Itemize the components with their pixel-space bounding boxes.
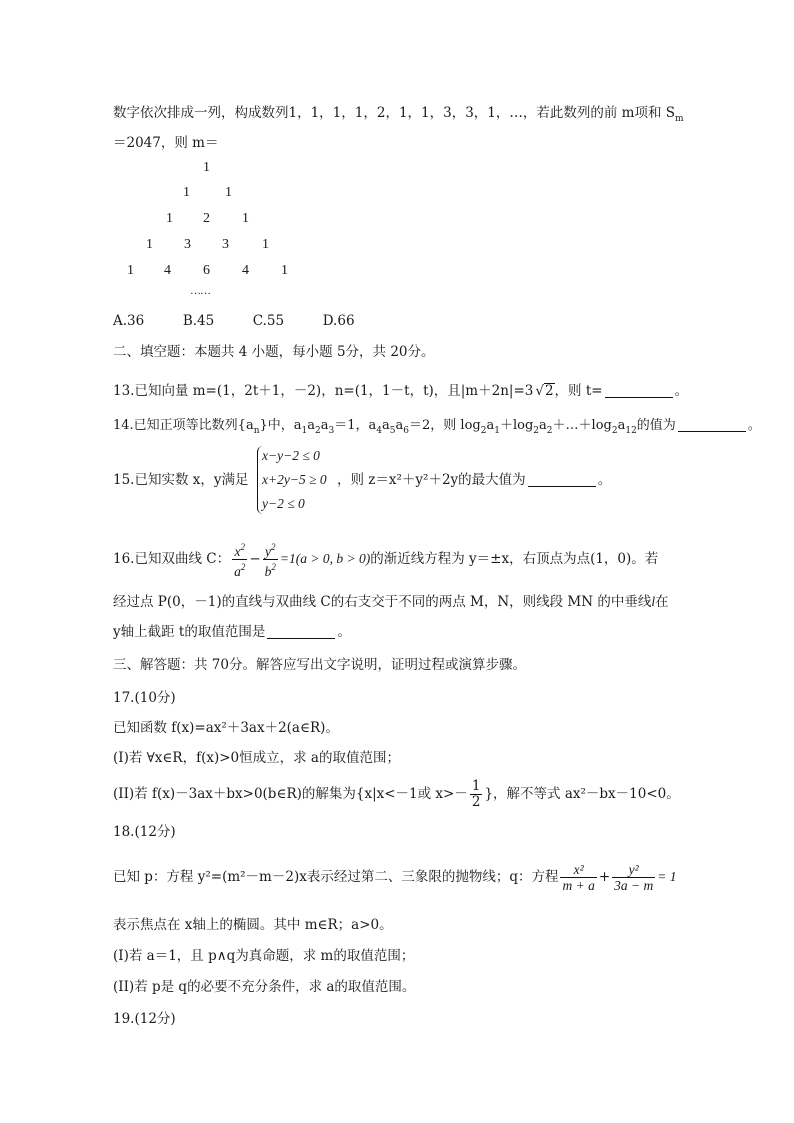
section-2-heading: 二、填空题：本题共 4 小题，每小题 5分，共 20分。 xyxy=(113,344,435,360)
q15-constraint-1: x−y−2 ≤ 0 xyxy=(262,448,320,463)
section-3-heading: 三、解答题：共 70分。解答应写出文字说明，证明过程或演算步骤。 xyxy=(113,657,526,673)
q14: 14.已知正项等比数列$\{a_n\}$中，$a_1a_2a_3=1$，$a_4a_5a_6=2$，则 $\log_2a_1+\log_2a_2+\dots+\log_2a_{12}$的值为 。 xyxy=(113,418,761,436)
option-c: C.55 xyxy=(252,313,285,329)
q12-options xyxy=(113,311,355,331)
tri-r2-1: 1 xyxy=(183,185,190,200)
tri-r4-1: 1 xyxy=(146,237,153,252)
tri-r4-3: 3 xyxy=(222,237,229,252)
tri-r4-2: 3 xyxy=(184,237,191,252)
q13: 13.已知向量 m=(1，2t＋1，－2)，n=(1，1－t，t)，且|m＋2n|=3 √2，则 t= 。 xyxy=(113,383,689,399)
q16-line2: 经过点 P(0，－1)的直线与双曲线 C的右支交于不同的两点 M，N，则线段 MN 的中垂线l在 xyxy=(113,594,669,610)
option-a: A.36 xyxy=(113,313,145,329)
option-d: D.66 xyxy=(322,313,355,329)
q17-part2: (II)若 f(x)－3ax＋bx>0(b∈R)的解集为{x|x<－1或 x>－ $\frac{1}{2}$ }，解不等式 ax²－bx－10<0。 xyxy=(113,778,680,810)
q18-heading: 18.(12分) xyxy=(113,824,176,840)
q16-line3: y轴上截距 t的取值范围是 。 xyxy=(113,624,351,640)
tri-r5-5: 1 xyxy=(281,263,288,278)
tri-r5-1: 1 xyxy=(127,263,134,278)
q12-line2: ＝2047，则 m＝ xyxy=(113,135,219,151)
tri-r1-1: 1 xyxy=(203,160,210,175)
tri-r2-2: 1 xyxy=(225,185,232,200)
q12-line1: 数字依次排成一列，构成数列1，1，1，1，2，1，1，3，3，1，…，若此数列的前 m项和 $S_m$ xyxy=(113,105,684,124)
tri-r3-2: 2 xyxy=(203,211,210,226)
q19-heading: 19.(12分) xyxy=(113,1011,176,1027)
q15-constraint-3: y−2 ≤ 0 xyxy=(262,496,305,511)
tri-r3-1: 1 xyxy=(166,211,173,226)
tri-r4-4: 1 xyxy=(262,237,269,252)
q18-part2: (II)若 p是 q的必要不充分条件，求 a的取值范围。 xyxy=(113,979,416,995)
q15-tail: ，则 z＝x²＋y²＋2y的最大值为 。 xyxy=(337,472,612,488)
q15: 15.已知实数 x，y满足 xyxy=(113,472,249,488)
q17-stem: 已知函数 f(x)=ax²＋3ax＋2(a∈R)。 xyxy=(113,720,339,736)
tri-r3-3: 1 xyxy=(242,211,249,226)
q13-answer-blank xyxy=(605,384,673,398)
q16-answer-blank xyxy=(267,625,335,639)
option-b: B.45 xyxy=(182,313,215,329)
tri-r5-4: 4 xyxy=(242,263,249,278)
q16-line1: 16.已知双曲线 C： $\frac{x^2}{a^2}$ − $\frac{y^2}{b^2}$ =1(a > 0, b > 0)的渐近线方程为 y＝±x，右顶点为点(1，0)。若 xyxy=(113,542,659,579)
q18-stem-line1: 已知 p：方程 y²=(m²－m－2)x表示经过第二、三象限的抛物线；q：方程 $\frac{\text{x²}}{m + a}$ + $\frac{\text{y²}}{3a - m}$ = 1 xyxy=(113,862,677,893)
tri-r5-3: 6 xyxy=(203,263,210,278)
tri-r5-2: 4 xyxy=(164,263,171,278)
q15-constraint-2: x+2y−5 ≥ 0 xyxy=(262,472,327,487)
q17-part1: (I)若 ∀x∈R，f(x)>0恒成立，求 a的取值范围； xyxy=(113,750,400,766)
q18-part1: (I)若 a＝1，且 p∧q为真命题，求 m的取值范围； xyxy=(113,948,415,964)
q17-heading: 17.(10分) xyxy=(113,690,176,706)
q14-answer-blank xyxy=(678,418,746,432)
tri-dots: …… xyxy=(190,285,210,297)
q15-answer-blank xyxy=(528,473,596,487)
q18-stem-line2: 表示焦点在 x轴上的椭圆。其中 m∈R；a>0。 xyxy=(113,917,393,933)
